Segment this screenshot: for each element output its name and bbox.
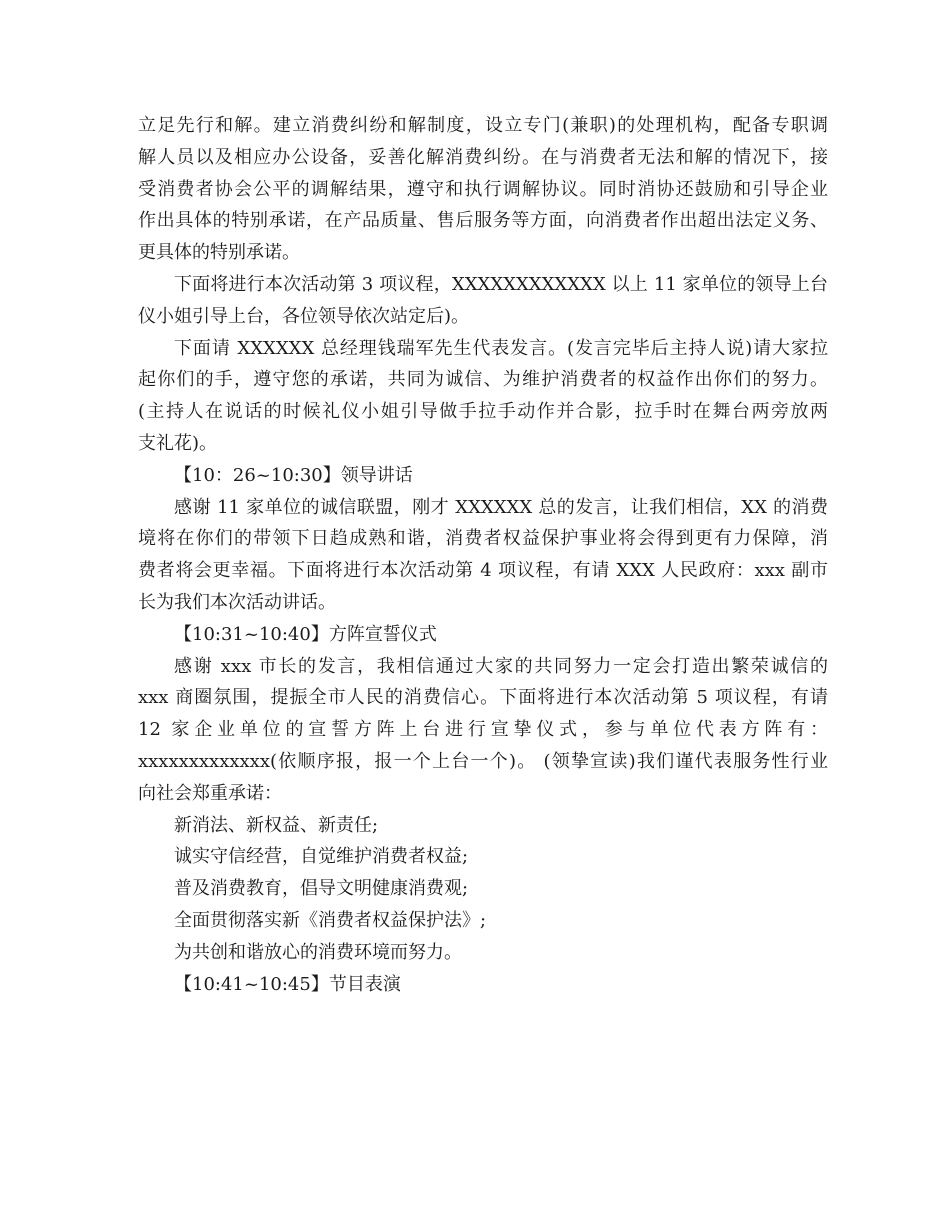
text-line: (主持人在说话的时候礼仪小姐引导做手拉手动作并合影，拉手时在舞台两旁放两 <box>138 401 828 423</box>
document-body <box>138 110 828 1000</box>
text-line: 仪小姐引导上台，各位领导依次站定后)。 <box>138 305 470 327</box>
text-line: 更具体的特别承诺。 <box>138 242 300 264</box>
text-line: 向社会郑重承诺： <box>138 782 282 804</box>
text-line: 【10：26~10:30】领导讲话 <box>174 464 413 486</box>
text-line: 作出具体的特别承诺，在产品质量、售后服务等方面，向消费者作出超出法定义务、 <box>138 210 828 232</box>
text-line: xxxxxxxxxxxxx(依顺序报，报一个上台一个)。 (领挚宣读)我们谨代表服务性行业 <box>138 750 828 772</box>
text-line: 普及消费教育，倡导文明健康消费观; <box>174 878 469 900</box>
text-line: 感谢 xxx 市长的发言，我相信通过大家的共同努力一定会打造出繁荣诚信的 <box>174 655 828 677</box>
text-line: 受消费者协会公平的调解结果，遵守和执行调解协议。同时消协还鼓励和引导企业 <box>138 178 828 200</box>
text-line: 长为我们本次活动讲话。 <box>138 591 336 613</box>
text-line: 为共创和谐放心的消费环境而努力。 <box>174 941 462 963</box>
text-line: 诚实守信经营，自觉维护消费者权益; <box>174 846 469 868</box>
text-line: 下面请 XXXXXX 总经理钱瑞军先生代表发言。(发言完毕后主持人说)请大家拉 <box>174 337 828 359</box>
text-line: 全面贯彻落实新《消费者权益保护法》; <box>174 909 487 931</box>
text-line: 感谢 11 家单位的诚信联盟，刚才 XXXXXX 总的发言，让我们相信，XX 的消费 <box>174 496 828 518</box>
text-line: 费者将会更幸福。下面将进行本次活动第 4 项议程，有请 XXX 人民政府：xxx 副市 <box>138 560 828 582</box>
text-line: 12 家企业单位的宣誓方阵上台进行宣挚仪式，参与单位代表方阵有： <box>138 719 828 741</box>
text-line: 解人员以及相应办公设备，妥善化解消费纠纷。在与消费者无法和解的情况下，接 <box>138 146 828 168</box>
text-line: xxx 商圈氛围，提振全市人民的消费信心。下面将进行本次活动第 5 项议程，有请 <box>138 687 828 709</box>
text-line: 起你们的手，遵守您的承诺，共同为诚信、为维护消费者的权益作出你们的努力。 <box>138 369 828 391</box>
text-line: 立足先行和解。建立消费纠纷和解制度，设立专门(兼职)的处理机构，配备专职调 <box>138 115 828 136</box>
text-line: 下面将进行本次活动第 3 项议程，XXXXXXXXXXXX 以上 11 家单位的领导上台 <box>174 273 828 295</box>
text-line: 支礼花)。 <box>138 432 218 454</box>
text-line: 【10:31~10:40】方阵宣誓仪式 <box>174 623 437 645</box>
text-line: 境将在你们的带领下日趋成熟和谐，消费者权益保护事业将会得到更有力保障，消 <box>138 528 828 550</box>
text-line: 新消法、新权益、新责任; <box>174 814 379 836</box>
text-line: 【10:41~10:45】节目表演 <box>174 973 401 995</box>
